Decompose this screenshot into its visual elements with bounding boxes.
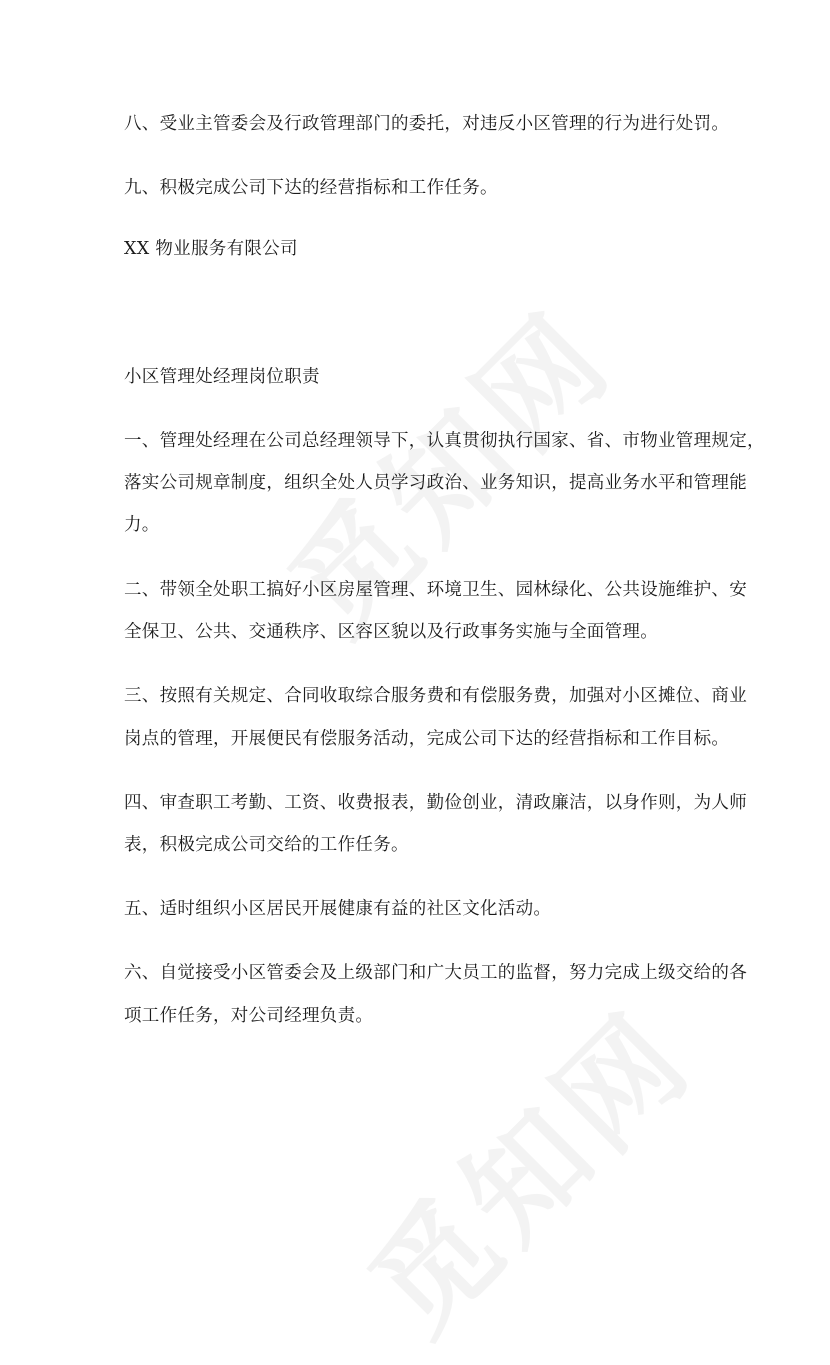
duty-6-line-2: 项工作任务，对公司经理负责。: [124, 1006, 374, 1026]
duty-4-line-1: 四、审查职工考勤、工资、收费报表，勤俭创业，清政廉洁，以身作则，为人师: [124, 793, 747, 813]
duty-1-line-2: 落实公司规章制度，组织全处人员学习政治、业务知识，提高业务水平和管理能: [124, 473, 747, 493]
watermark: [246, 267, 643, 664]
duty-1-line-1: 一、管理处经理在公司总经理领导下，认真贯彻执行国家、省、市物业管理规定，: [124, 431, 765, 451]
paragraph-line: 九、积极完成公司下达的经营指标和工作任务。: [124, 178, 498, 198]
duty-2-line-1: 二、带领全处职工搞好小区房屋管理、环境卫生、园林绿化、公共设施维护、安: [124, 580, 747, 600]
paragraph-line: 八、受业主管委会及行政管理部门的委托，对违反小区管理的行为进行处罚。: [124, 114, 730, 134]
duty-2-line-2: 全保卫、公共、交通秩序、区容区貌以及行政事务实施与全面管理。: [124, 622, 658, 642]
duty-1-line-3: 力。: [124, 515, 160, 535]
company-name: XX 物业服务有限公司: [124, 239, 298, 259]
duty-3-line-1: 三、按照有关规定、合同收取综合服务费和有偿服务费，加强对小区摊位、商业: [124, 686, 747, 706]
duty-4-line-2: 表，积极完成公司交给的工作任务。: [124, 835, 409, 855]
section-title: 小区管理处经理岗位职责: [124, 367, 320, 387]
duty-6-line-1: 六、自觉接受小区管委会及上级部门和广大员工的监督，努力完成上级交给的各: [124, 963, 747, 983]
duty-3-line-2: 岗点的管理，开展便民有偿服务活动，完成公司下达的经营指标和工作目标。: [124, 729, 730, 749]
duty-5-line-1: 五、适时组织小区居民开展健康有益的社区文化活动。: [124, 899, 552, 919]
